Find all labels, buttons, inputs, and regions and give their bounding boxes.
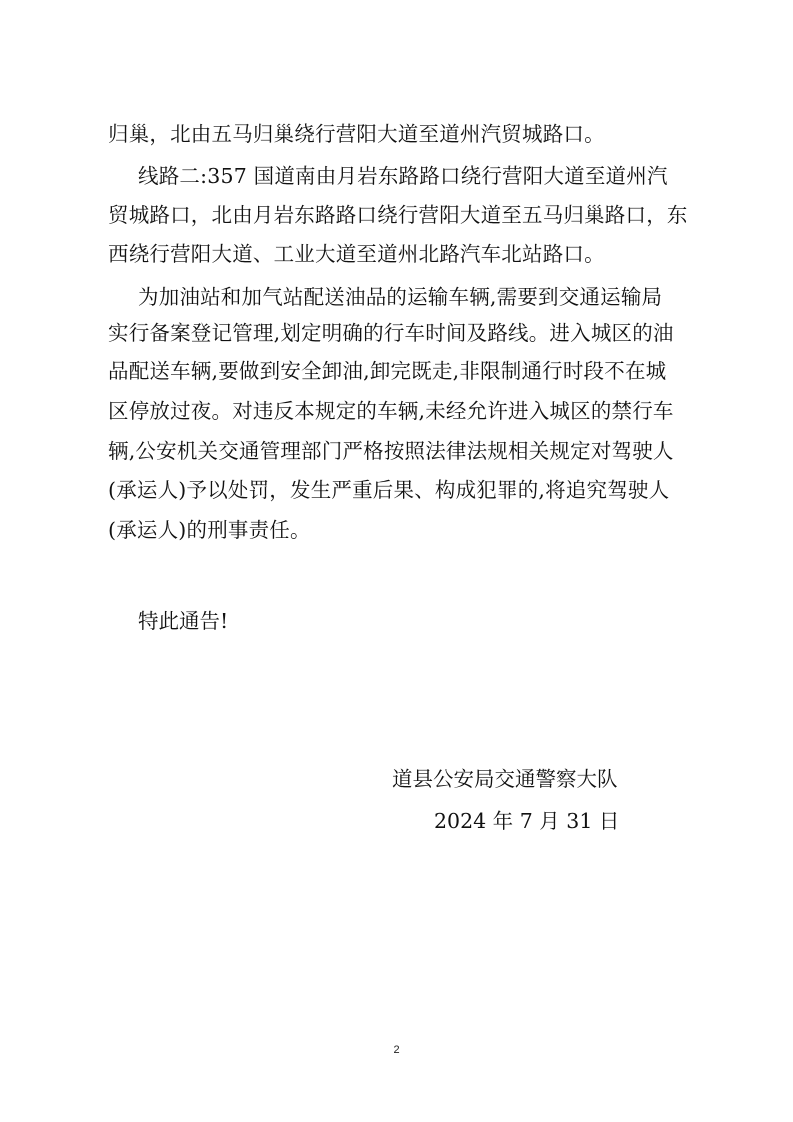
paragraph-line: (承运人)予以处罚，发生严重后果、构成犯罪的,将追究驾驶人 xyxy=(108,478,670,502)
paragraph-line: (承运人)的刑事责任。 xyxy=(108,518,311,542)
paragraph-line: 贸城路口，北由月岩东路路口绕行营阳大道至五马归巢路口，东 xyxy=(108,203,688,227)
page-number: 2 xyxy=(393,1044,400,1056)
paragraph-line: 线路二:357 国道南由月岩东路路口绕行营阳大道至道州汽 xyxy=(138,164,668,188)
paragraph-line: 实行备案登记管理,划定明确的行车时间及路线。进入城区的油 xyxy=(108,321,674,345)
paragraph-line: 品配送车辆,要做到安全卸油,卸完既走,非限制通行时段不在城 xyxy=(108,359,667,383)
paragraph-line: 区停放过夜。对违反本规定的车辆,未经允许进入城区的禁行车 xyxy=(108,399,674,423)
signature: 道县公安局交通警察大队 xyxy=(392,767,618,791)
paragraph-line: 为加油站和加气站配送油品的运输车辆,需要到交通运输局 xyxy=(138,285,663,309)
document-date: 2024 年 7 月 31 日 xyxy=(434,809,620,833)
paragraph-line: 归巢，北由五马归巢绕行营阳大道至道州汽贸城路口。 xyxy=(108,122,605,146)
paragraph-line: 西绕行营阳大道、工业大道至道州北路汽车北站路口。 xyxy=(108,242,605,266)
paragraph-line: 辆,公安机关交通管理部门严格按照法律法规相关规定对驾驶人 xyxy=(108,439,674,463)
closing-text: 特此通告! xyxy=(138,609,229,633)
